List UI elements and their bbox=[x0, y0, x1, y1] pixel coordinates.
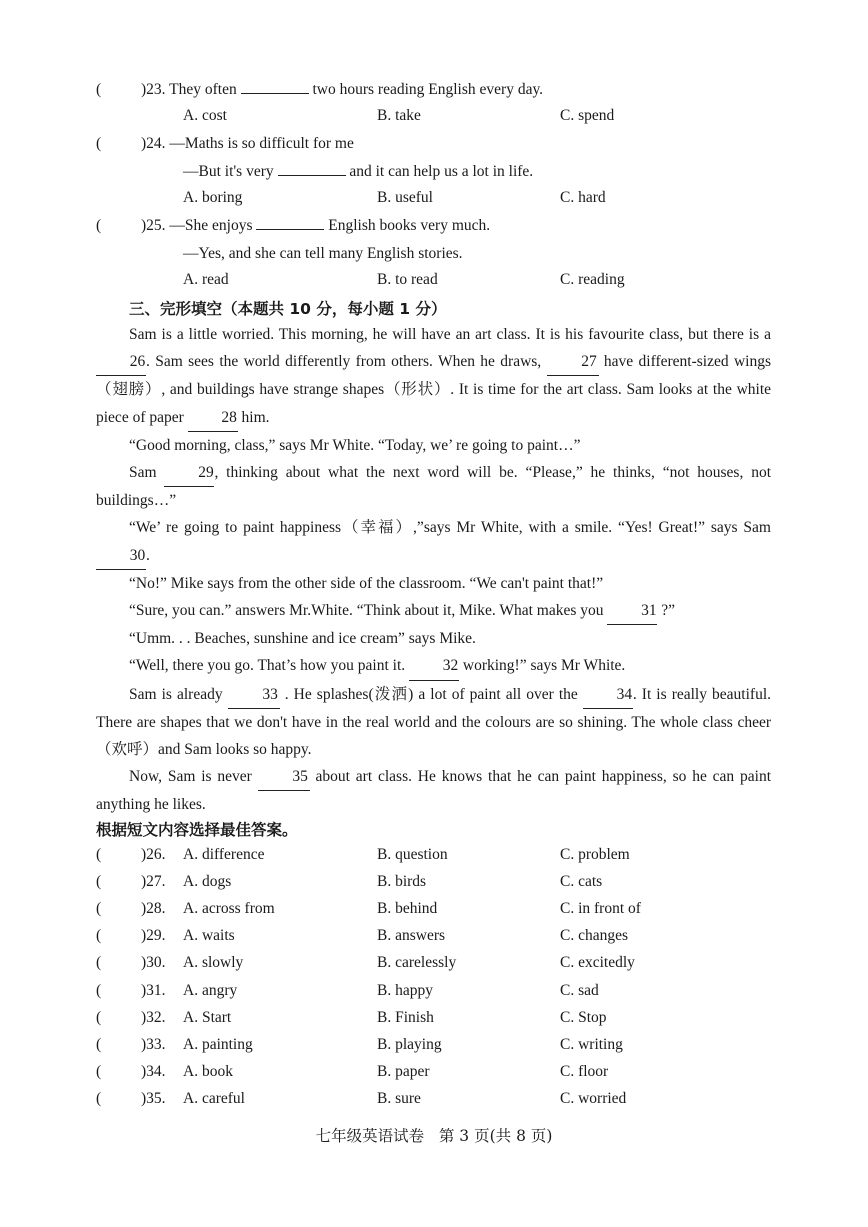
option-a: A. dogs bbox=[183, 873, 232, 890]
option-b: B. Finish bbox=[377, 1009, 434, 1026]
option-c: C. excitedly bbox=[560, 954, 635, 971]
answer-blank bbox=[278, 175, 346, 176]
option-a: A. slowly bbox=[183, 954, 244, 971]
blank-28: 28 bbox=[188, 404, 238, 432]
option-b: B. useful bbox=[377, 189, 433, 206]
passage-paragraph: “We’ re going to paint happiness（幸福）,”says Mr White, with a smile. “Yes! Great!” says Sam 30. bbox=[96, 514, 771, 569]
passage-paragraph: Now, Sam is never 35 about art class. He knows that he can paint happiness, so he can paint anything he likes. bbox=[96, 763, 771, 818]
option-b: B. question bbox=[377, 846, 448, 863]
answer-paren: ( bbox=[96, 135, 102, 152]
item-number: )27. bbox=[141, 873, 166, 890]
question-line: —Yes, and she can tell many English stories. bbox=[183, 245, 463, 262]
question-line: )24. —Maths is so difficult for me bbox=[141, 135, 354, 152]
option-b: B. carelessly bbox=[377, 954, 457, 971]
blank-29: 29 bbox=[164, 459, 214, 487]
option-c: C. Stop bbox=[560, 1009, 607, 1026]
answer-blank bbox=[256, 229, 324, 230]
blank-35: 35 bbox=[258, 763, 310, 791]
option-c: C. floor bbox=[560, 1063, 609, 1080]
answer-paren: ( bbox=[96, 1036, 102, 1053]
blank-33: 33 bbox=[228, 681, 280, 709]
option-b: B. to read bbox=[377, 271, 438, 288]
option-a: A. careful bbox=[183, 1090, 245, 1107]
passage-paragraph: “Umm. . . Beaches, sunshine and ice cream” says Mike. bbox=[129, 630, 476, 648]
answer-paren: ( bbox=[96, 1009, 102, 1026]
option-a: A. painting bbox=[183, 1036, 253, 1053]
blank-30: 30 bbox=[96, 542, 146, 570]
option-b: B. behind bbox=[377, 900, 438, 917]
item-number: )35. bbox=[141, 1090, 166, 1107]
answer-paren: ( bbox=[96, 81, 102, 98]
option-b: B. happy bbox=[377, 982, 433, 999]
answer-paren: ( bbox=[96, 846, 102, 863]
option-c: C. sad bbox=[560, 982, 599, 999]
option-a: A. waits bbox=[183, 927, 235, 944]
option-a: A. Start bbox=[183, 1009, 232, 1026]
passage-paragraph: “Well, there you go. That’s how you paint it. 32 working!” says Mr White. bbox=[96, 652, 771, 680]
option-c: C. in front of bbox=[560, 900, 641, 917]
item-number: )26. bbox=[141, 846, 166, 863]
blank-27: 27 bbox=[547, 348, 599, 376]
item-number: )32. bbox=[141, 1009, 166, 1026]
passage-paragraph: “Sure, you can.” answers Mr.White. “Think about it, Mike. What makes you 31 ?” bbox=[96, 597, 771, 625]
option-a: A. boring bbox=[183, 189, 243, 206]
passage-paragraph: Sam 29, thinking about what the next word will be. “Please,” he thinks, “not houses, not buildings…” bbox=[96, 459, 771, 514]
page-footer: 七年级英语试卷 第 3 页(共 8 页) bbox=[315, 1127, 553, 1145]
option-b: B. sure bbox=[377, 1090, 421, 1107]
passage-paragraph: Sam is already 33 . He splashes(泼洒) a lot of paint all over the 34. It is really beautiful. There are shapes that we don't have in the real world and the colours are so shining. The whole class cheer（欢呼）and Sam looks so happy. bbox=[96, 681, 771, 764]
answer-paren: ( bbox=[96, 982, 102, 999]
question-line: —But it's very and it can help us a lot in life. bbox=[183, 163, 534, 180]
answer-paren: ( bbox=[96, 900, 102, 917]
option-c: C. worried bbox=[560, 1090, 627, 1107]
option-a: A. read bbox=[183, 271, 229, 288]
passage-paragraph: Sam is a little worried. This morning, he will have an art class. It is his favourite class, but there is a 26. Sam sees the world differently from others. When he draws, 27 have different-sized wings（翅膀）, and buildings have strange shapes（形状）. It is time for the art class. Sam looks at the white piece of paper 28 him. bbox=[96, 321, 771, 432]
answer-paren: ( bbox=[96, 1063, 102, 1080]
blank-31: 31 bbox=[607, 597, 657, 625]
item-number: )30. bbox=[141, 954, 166, 971]
item-number: )31. bbox=[141, 982, 166, 999]
blank-26: 26 bbox=[96, 348, 146, 376]
option-b: B. paper bbox=[377, 1063, 430, 1080]
blank-34: 34 bbox=[583, 681, 633, 709]
item-number: )29. bbox=[141, 927, 166, 944]
option-b: B. take bbox=[377, 107, 421, 124]
blank-32: 32 bbox=[409, 652, 459, 680]
cloze-passage bbox=[96, 321, 771, 819]
option-a: A. difference bbox=[183, 846, 265, 863]
option-c: C. hard bbox=[560, 189, 606, 206]
option-c: C. cats bbox=[560, 873, 603, 890]
answer-paren: ( bbox=[96, 217, 102, 234]
answer-paren: ( bbox=[96, 1090, 102, 1107]
passage-paragraph: “Good morning, class,” says Mr White. “Today, we’ re going to paint…” bbox=[129, 436, 581, 454]
item-number: )28. bbox=[141, 900, 166, 917]
option-c: C. changes bbox=[560, 927, 629, 944]
option-a: A. angry bbox=[183, 982, 238, 999]
option-a: A. book bbox=[183, 1063, 233, 1080]
option-a: A. cost bbox=[183, 107, 227, 124]
option-b: B. playing bbox=[377, 1036, 442, 1053]
item-number: )33. bbox=[141, 1036, 166, 1053]
option-b: B. birds bbox=[377, 873, 427, 890]
option-b: B. answers bbox=[377, 927, 446, 944]
option-c: C. reading bbox=[560, 271, 625, 288]
question-line: )25. —She enjoys English books very much. bbox=[141, 217, 491, 234]
question-line: )23. They often two hours reading English every day. bbox=[141, 81, 544, 98]
passage-paragraph: “No!” Mike says from the other side of the classroom. “We can't paint that!” bbox=[129, 574, 604, 592]
section-title: 三、完形填空（本题共 10 分，每小题 1 分） bbox=[129, 300, 447, 318]
answer-paren: ( bbox=[96, 927, 102, 944]
instruction: 根据短文内容选择最佳答案。 bbox=[96, 821, 298, 839]
answer-paren: ( bbox=[96, 873, 102, 890]
option-c: C. spend bbox=[560, 107, 615, 124]
answer-blank bbox=[241, 93, 309, 94]
item-number: )34. bbox=[141, 1063, 166, 1080]
option-a: A. across from bbox=[183, 900, 275, 917]
option-c: C. problem bbox=[560, 846, 630, 863]
answer-paren: ( bbox=[96, 954, 102, 971]
option-c: C. writing bbox=[560, 1036, 623, 1053]
